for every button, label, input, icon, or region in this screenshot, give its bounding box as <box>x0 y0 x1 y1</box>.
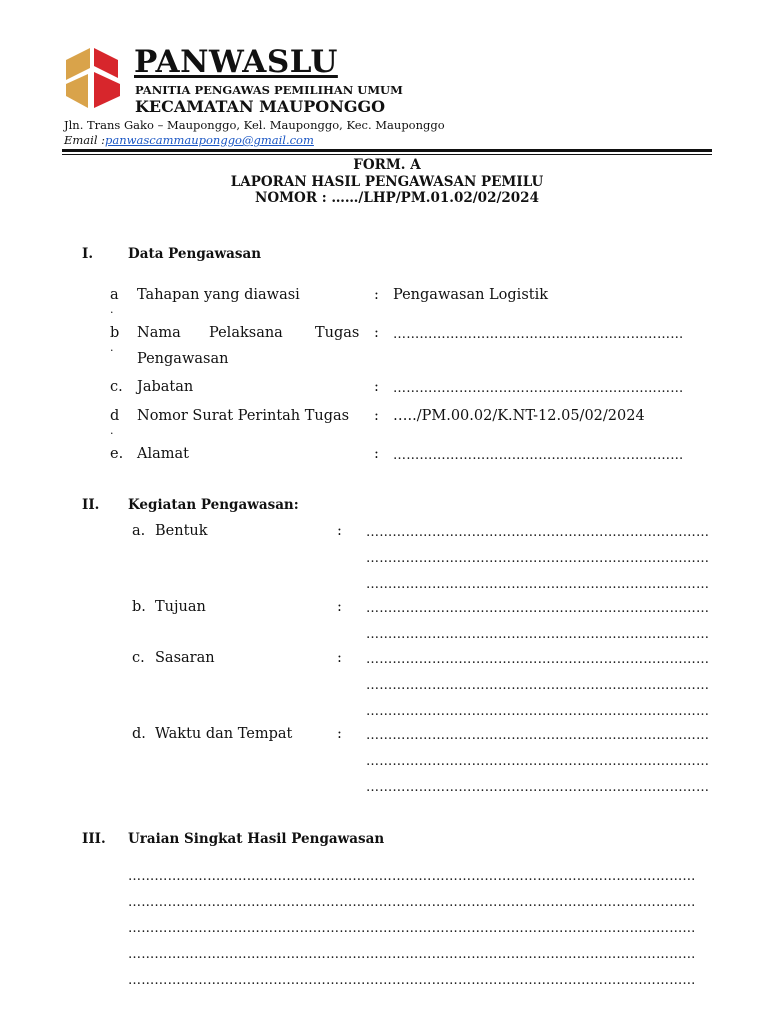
tujuan-field[interactable]: …………………………………………………………………… <box>366 601 710 616</box>
item-colon: : <box>337 726 342 742</box>
email-label: Email : <box>64 133 106 147</box>
bentuk-field[interactable]: …………………………………………………………………… <box>366 551 710 566</box>
item-label-word: Tugas <box>315 325 360 341</box>
item-colon: : <box>337 523 342 539</box>
item-colon: : <box>374 446 379 462</box>
org-full-name: PANITIA PENGAWAS PEMILIHAN UMUM <box>135 83 403 97</box>
item-label-line2: Pengawasan <box>137 351 229 367</box>
waktu-tempat-field[interactable]: …………………………………………………………………… <box>366 780 710 795</box>
alamat-field[interactable]: ………………………………………………………… <box>393 448 684 463</box>
form-label: FORM. A <box>353 157 421 173</box>
sasaran-field[interactable]: …………………………………………………………………… <box>366 704 710 719</box>
item-label-word: Pelaksana <box>209 325 283 341</box>
bentuk-field[interactable]: …………………………………………………………………… <box>366 577 710 592</box>
section-3-title: Uraian Singkat Hasil Pengawasan <box>128 831 385 847</box>
item-letter: c. <box>110 379 123 395</box>
section-1-title: Data Pengawasan <box>128 246 262 262</box>
waktu-tempat-field[interactable]: …………………………………………………………………… <box>366 728 710 743</box>
item-label: Sasaran <box>155 650 215 666</box>
tujuan-field[interactable]: …………………………………………………………………… <box>366 627 710 642</box>
item-colon: : <box>374 379 379 395</box>
item-colon: : <box>374 408 379 424</box>
section-2-number: II. <box>82 497 100 513</box>
tahapan-value: Pengawasan Logistik <box>393 287 549 303</box>
item-letter: a. <box>132 523 146 539</box>
org-name: PANWASLU <box>134 44 338 80</box>
header-divider-thick <box>62 149 712 152</box>
item-dot: . <box>110 341 114 354</box>
item-letter: e. <box>110 446 124 462</box>
item-dot: . <box>110 303 114 316</box>
bentuk-field[interactable]: …………………………………………………………………… <box>366 525 710 540</box>
item-label: Alamat <box>137 446 189 462</box>
item-colon: : <box>337 599 342 615</box>
section-2-title: Kegiatan Pengawasan: <box>128 497 299 513</box>
item-letter: c. <box>132 650 145 666</box>
form-number: NOMOR : ……/LHP/PM.01.02/02/2024 <box>255 190 539 206</box>
item-letter: d <box>110 408 120 424</box>
header-divider-thin <box>62 154 712 155</box>
uraian-field[interactable]: ………………………………………………………………………………………………………………… <box>128 869 696 884</box>
item-label: Tujuan <box>155 599 206 615</box>
email-line <box>64 133 314 147</box>
item-label: Bentuk <box>155 523 208 539</box>
sasaran-field[interactable]: …………………………………………………………………… <box>366 652 710 667</box>
item-letter: b <box>110 325 120 341</box>
sasaran-field[interactable]: …………………………………………………………………… <box>366 678 710 693</box>
item-colon: : <box>374 325 379 341</box>
nama-pelaksana-field[interactable]: ………………………………………………………… <box>393 327 684 342</box>
item-dot: . <box>110 424 114 437</box>
waktu-tempat-field[interactable]: …………………………………………………………………… <box>366 754 710 769</box>
item-letter: a <box>110 287 119 303</box>
nomor-surat-value: …../PM.00.02/K.NT-12.05/02/2024 <box>393 408 645 424</box>
uraian-field[interactable]: ………………………………………………………………………………………………………………… <box>128 921 696 936</box>
uraian-field[interactable]: ………………………………………………………………………………………………………………… <box>128 895 696 910</box>
email-link[interactable]: panwascammauponggo@gmail.com <box>105 133 314 147</box>
item-colon: : <box>374 287 379 303</box>
item-letter: d. <box>132 726 146 742</box>
item-label: Nomor Surat Perintah Tugas <box>137 408 350 424</box>
item-colon: : <box>337 650 342 666</box>
item-label: Tahapan yang diawasi <box>137 287 300 303</box>
form-title: LAPORAN HASIL PENGAWASAN PEMILU <box>230 174 544 190</box>
district-name: KECAMATAN MAUPONGGO <box>135 97 386 116</box>
uraian-field[interactable]: ………………………………………………………………………………………………………………… <box>128 947 696 962</box>
jabatan-field[interactable]: ………………………………………………………… <box>393 381 684 396</box>
uraian-field[interactable]: ………………………………………………………………………………………………………………… <box>128 973 696 988</box>
item-letter: b. <box>132 599 146 615</box>
item-label-word: Nama <box>137 325 181 341</box>
item-label: Jabatan <box>137 379 194 395</box>
section-1-number: I. <box>82 246 94 262</box>
item-label: Waktu dan Tempat <box>155 726 293 742</box>
section-3-number: III. <box>82 831 106 847</box>
panwaslu-logo-icon <box>62 46 122 110</box>
address: Jln. Trans Gako – Mauponggo, Kel. Mauponggo, Kec. Mauponggo <box>64 118 445 132</box>
